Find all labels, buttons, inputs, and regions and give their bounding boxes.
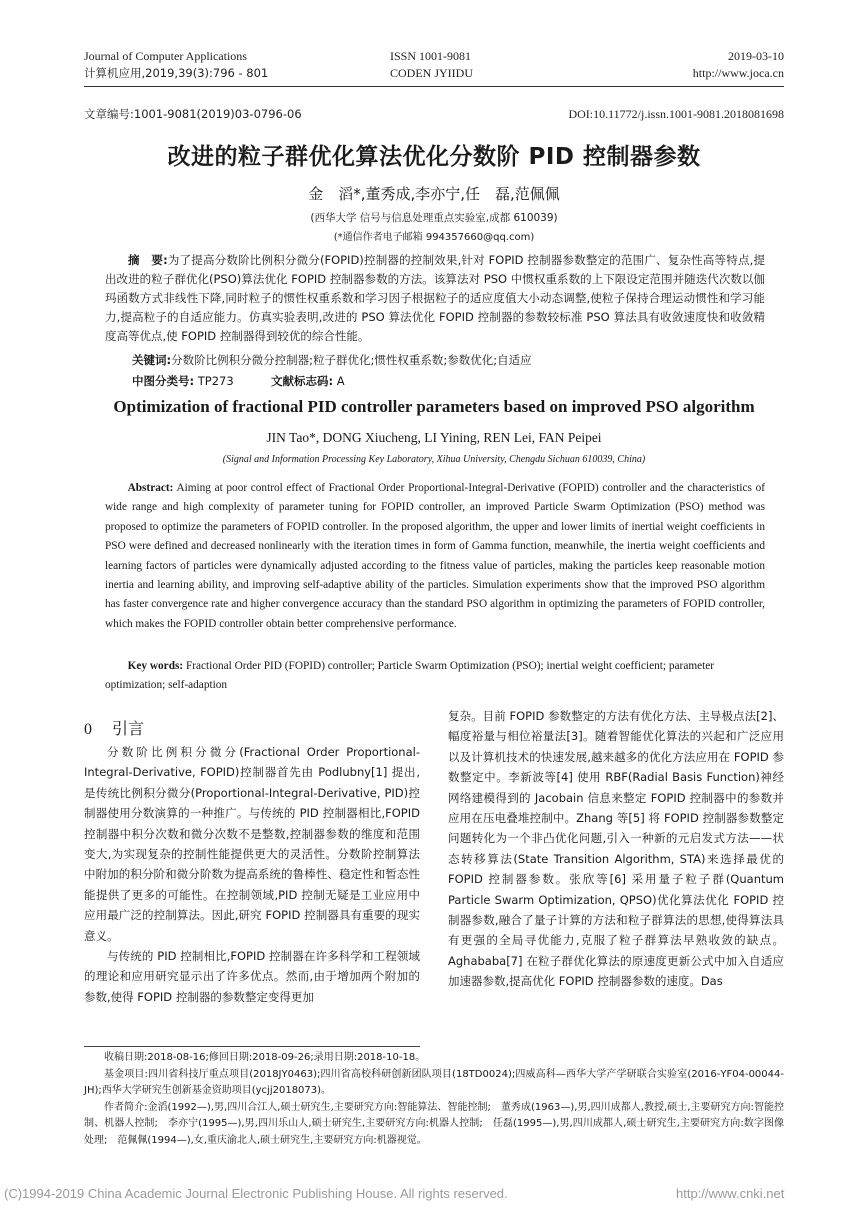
header-rule xyxy=(84,86,784,87)
footnote-funding: 基金项目:四川省科技厅重点项目(2018JY0463);四川省高校科研创新团队项目(18TD0024);四威高科—西华大学产学研联合实验室(2016-YF04-00044-JH);西华大学研究生创新基金资助项目(ycjj2018073)。 xyxy=(84,1068,784,1097)
body-paragraph: 与传统的 PID 控制相比,FOPID 控制器在许多科学和工程领域的理论和应用研究显示出了许多优点。然而,由于增加两个附加的参数,使得 FOPID 控制器的参数整定变得更加 xyxy=(84,949,420,1004)
section-heading xyxy=(84,716,144,739)
authors-en: JIN Tao*, DONG Xiucheng, LI Yining, REN Lei, FAN Peipei xyxy=(266,430,602,445)
abstract-en xyxy=(105,479,765,634)
section-number: 0 xyxy=(84,721,92,738)
footnote-received: 收稿日期:2018-08-16;修回日期:2018-09-26;录用日期:2018-10-18。 xyxy=(104,1052,426,1063)
article-doi: DOI:10.11772/j.issn.1001-9081.2018081698 xyxy=(568,107,784,121)
page-title-cn: 改进的粒子群优化算法优化分数阶 PID 控制器参数 xyxy=(167,144,701,170)
abstract-cn-label: 摘 要: xyxy=(128,253,168,267)
abstract-cn-text: 为了提高分数阶比例积分微分(FOPID)控制器的控制效果,针对 FOPID 控制器参数整定的范围广、复杂性高等特点,提出改进的粒子群优化(PSO)算法优化 FOPID 控制器参数的方法。该算法对 PSO 中惯权重系数的上下限设定范围并随迭代次数以伽玛函数方式非线性下降,同时粒子的惯性权重系数和学习因子根据粒子的适应度值大小动态调整,使粒子保持合理运动惯性和学习能力,提高粒子的自适应能力。仿真实验表明,改进的 PSO 算法优化 FOPID 控制器的参数较标准 PSO 算法具有收敛速度快和收敛精度高等优点,使 FOPID 控制器得到较优的综合性能。 xyxy=(105,253,765,343)
keywords-en xyxy=(105,657,765,696)
authors-cn: 金 滔*,董秀成,李亦宁,任 磊,范佩佩 xyxy=(308,185,560,203)
cnki-link[interactable]: http://www.cnki.net xyxy=(676,1186,785,1201)
classification-cn xyxy=(132,372,765,391)
body-paragraph: 分数阶比例积分微分(Fractional Order Proportional-Integral-Derivative, FOPID)控制器首先由 Podlubny[1] 提出,是传统比例积分微分(Proportional-Integral-Derivative, PID)控制器使用分数演算的一种推广。与传统的 PID 控制器相比,FOPID 控制器中积分次数和微分次数不是整数,控制器参数的维度和范围变大,为实现复杂的控制性能提供更大的灵活性。分数阶控制算法中附加的积分阶和微分阶数为提高系统的鲁棒性、稳定性和暂态性能提供了更多的可能性。在控制领域,PID 控制无疑是工业应用中应用最广泛的控制算法。因此,研究 FOPID 控制器具有重要的现实意义。 xyxy=(84,745,420,943)
footnote-rule xyxy=(84,1046,420,1047)
header-url[interactable]: http://www.joca.cn xyxy=(692,66,784,80)
doc-code-label: 文献标志码: xyxy=(271,374,334,388)
body-column-left xyxy=(84,742,420,1007)
abstract-cn xyxy=(105,251,765,346)
footnote-bio: 作者简介:金滔(1992—),男,四川合江人,硕士研究生,主要研究方向:智能算法、智能控制; 董秀成(1963—),男,四川成都人,教授,硕士,主要研究方向:智能控制、机器人控制; 李亦宁(1995—),男,四川乐山人,硕士研究生,主要研究方向:机器人控制; 任磊(1995—),男,四川成都人,硕士研究生,主要研究方向:数字图像处理; 范佩佩(1994—),女,重庆渝北人,硕士研究生,主要研究方向:机器视觉。 xyxy=(84,1101,784,1146)
keywords-en-label: Key words: xyxy=(127,660,184,672)
body-column-right xyxy=(448,706,784,992)
header-journal-cn: 计算机应用,2019,39(3):796 - 801 xyxy=(84,66,269,80)
abstract-en-text: Aiming at poor control effect of Fractional Order Proportional-Integral-Derivative (FOPID) controller and the characteristics of wide range and high complexity of parameter tuning for FOPID controller, an improved Particle Swarm Optimization (PSO) method was proposed to optimize the parameters of FOPID controller. In the proposed algorithm, the upper and lower limits of inertial weight coefficients in PSO were defined and decreased nonlinearly with the iteration times in form of Gamma function, meanwhile, the inertia weight coefficients and learning factors of particles were dynamically adjusted according to the fitness value of particles, making the particles keep reasonable motion inertia and learning ability, and improving self-adaptive ability of the particles. Simulation experiments show that the improved PSO algorithm has faster convergence rate and higher convergence accuracy than the standard PSO algorithm in optimizing the parameters of FOPID controller, which makes the FOPID controller obtain better comprehensive performance. xyxy=(105,482,765,630)
affiliation-cn: (西华大学 信号与信息处理重点实验室,成都 610039) xyxy=(310,212,558,224)
keywords-cn-label: 关键词: xyxy=(132,353,172,367)
header-journal-en: Journal of Computer Applications xyxy=(84,49,247,63)
footnotes xyxy=(84,1050,784,1150)
header-coden: CODEN JYIIDU xyxy=(390,66,473,80)
keywords-en-text: Fractional Order PID (FOPID) controller; Particle Swarm Optimization (PSO); inertial weight coefficient; parameter optimization; self-adaption xyxy=(105,660,715,692)
copyright-text: (C)1994-2019 China Academic Journal Electronic Publishing House. All rights reserved. xyxy=(4,1186,508,1201)
affiliation-en: (Signal and Information Processing Key Laboratory, Xihua University, Chengdu Sichuan 610039, China) xyxy=(222,454,646,465)
page-title-en: Optimization of fractional PID controller parameters based on improved PSO algorithm xyxy=(113,397,755,416)
keywords-cn-text: 分数阶比例积分微分控制器;粒子群优化;惯性权重系数;参数优化;自适应 xyxy=(171,353,532,367)
header-issn: ISSN 1001-9081 xyxy=(390,49,472,63)
header-date: 2019-03-10 xyxy=(728,49,784,63)
correspondence-cn: (*通信作者电子邮箱 994357660@qq.com) xyxy=(333,232,535,243)
abstract-en-label: Abstract: xyxy=(127,482,174,494)
article-number: 文章编号:1001-9081(2019)03-0796-06 xyxy=(84,107,302,121)
clc-label: 中图分类号: xyxy=(132,374,195,388)
doc-code-value: A xyxy=(336,374,345,388)
section-title: 引言 xyxy=(112,719,145,738)
keywords-cn xyxy=(132,351,765,370)
body-paragraph: 复杂。目前 FOPID 参数整定的方法有优化方法、主导极点法[2]、幅度裕量与相位裕量法[3]。随着智能优化算法的兴起和广泛应用以及计算机技术的快速发展,越来越多的优化方法应用在 FOPID 参数整定中。李新波等[4] 使用 RBF(Radial Basis Function)神经网络建模得到的 Jacobain 信息来整定 FOPID 控制器中的参数并应用在压电叠堆控制中。Zhang 等[5] 将 FOPID 控制器参数整定问题转化为一个非凸优化问题,引入一种新的元启发式方法——状态转移算法(State Transition Algorithm, STA)来选择最优的 FOPID 控制器参数。张欣等[6] 采用量子粒子群(Quantum Particle Swarm Optimization, QPSO)优化算法优化 FOPID 控制器参数,融合了量子计算的方法和粒子群算法的思想,使得算法具有更强的全局寻优能力,克服了粒子群算法早熟收敛的缺点。Aghababa[7] 在粒子群优化算法的原速度更新公式中加入自适应加速器参数,提高优化 FOPID 控制器参数的速度。Das xyxy=(448,709,784,989)
clc-value: TP273 xyxy=(197,374,234,388)
